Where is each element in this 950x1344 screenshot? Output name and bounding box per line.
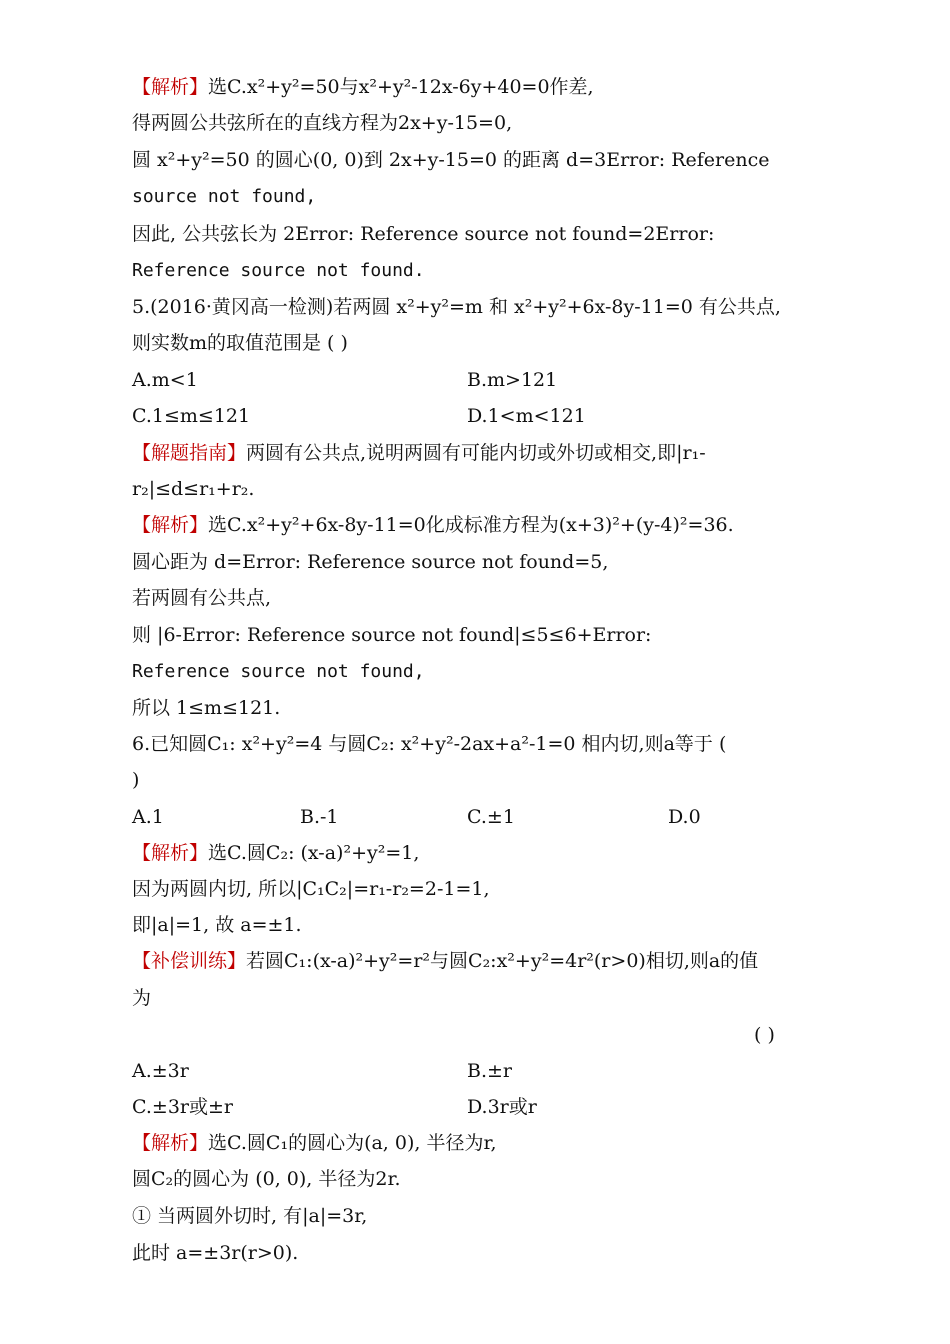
analysis-tag: 【解析】 (132, 76, 209, 98)
option-c: C.1≤m≤121 (132, 405, 251, 427)
supplement-line (132, 948, 832, 974)
option-a: A.1 (132, 806, 164, 828)
options-row (132, 403, 832, 429)
text-line: 则 |6-Error: Reference source not found|≤5≤6+Error: (132, 624, 652, 646)
text-line: 圆C₂的圆心为 (0, 0), 半径为2r. (132, 1168, 401, 1190)
analysis-tag: 【解析】 (132, 842, 209, 864)
option-c: C.±3r或±r (132, 1096, 233, 1118)
text-line: 因为两圆内切, 所以|C₁C₂|=r₁-r₂=2-1=1, (132, 878, 490, 900)
option-c: C.±1 (467, 806, 515, 828)
question-6: 6.已知圆C₁: x²+y²=4 与圆C₂: x²+y²-2ax+a²-1=0 相内切,则a等于 ( (132, 733, 727, 755)
question-6-cont: ) (132, 769, 140, 791)
option-d: D.0 (668, 806, 701, 828)
analysis-line (132, 840, 832, 866)
text-line: 圆 x²+y²=50 的圆心(0, 0)到 2x+y-15=0 的距离 d=3Error: Reference (132, 149, 770, 171)
option-b: B.±r (467, 1060, 513, 1082)
hint-line (132, 440, 832, 466)
text: 若圆C₁:(x-a)²+y²=r²与圆C₂:x²+y²=4r²(r>0)相切,则a的值 (246, 950, 759, 972)
option-a: A.m<1 (132, 369, 198, 391)
text-line: Reference source not found. (132, 260, 425, 281)
options-row (132, 367, 832, 393)
analysis-line (132, 1130, 832, 1156)
option-d: D.1<m<121 (467, 405, 586, 427)
text: 选C.x²+y²+6x-8y-11=0化成标准方程为(x+3)²+(y-4)²=36. (208, 514, 734, 536)
text: 选C.圆C₁的圆心为(a, 0), 半径为r, (208, 1132, 497, 1154)
options-row (132, 804, 832, 830)
text-line: 即|a|=1, 故 a=±1. (132, 914, 302, 936)
analysis-line (132, 512, 832, 538)
text-line: source not found, (132, 186, 317, 207)
question-5: 5.(2016·黄冈高一检测)若两圆 x²+y²=m 和 x²+y²+6x-8y-11=0 有公共点, (132, 296, 781, 318)
text-line: 得两圆公共弦所在的直线方程为2x+y-15=0, (132, 112, 513, 134)
option-b: B.m>121 (467, 369, 558, 391)
supplement-tag: 【补偿训练】 (132, 950, 247, 972)
text-line: Reference source not found, (132, 661, 425, 682)
text-line: 此时 a=±3r(r>0). (132, 1242, 299, 1264)
option-a: A.±3r (132, 1060, 189, 1082)
option-d: D.3r或r (467, 1096, 537, 1118)
option-b: B.-1 (300, 806, 339, 828)
text-line: 所以 1≤m≤121. (132, 697, 281, 719)
text-line: 为 (132, 987, 152, 1009)
answer-paren-line (132, 1022, 832, 1048)
text-line: ① 当两圆外切时, 有|a|=3r, (132, 1205, 368, 1227)
answer-paren: ( ) (754, 1024, 775, 1046)
text: 两圆有公共点,说明两圆有可能内切或外切或相交,即|r₁- (246, 442, 706, 464)
analysis-line (132, 74, 832, 100)
text-line: 因此, 公共弦长为 2Error: Reference source not found=2Error: (132, 223, 715, 245)
text-line: 若两圆有公共点, (132, 587, 272, 609)
options-row (132, 1094, 832, 1120)
text-line: r₂|≤d≤r₁+r₂. (132, 478, 255, 500)
analysis-tag: 【解析】 (132, 514, 209, 536)
hint-tag: 【解题指南】 (132, 442, 247, 464)
text: 选C.x²+y²=50与x²+y²-12x-6y+40=0作差, (208, 76, 594, 98)
question-5-cont: 则实数m的取值范围是 ( ) (132, 332, 348, 354)
text: 选C.圆C₂: (x-a)²+y²=1, (208, 842, 420, 864)
options-row (132, 1058, 832, 1084)
analysis-tag: 【解析】 (132, 1132, 209, 1154)
text-line: 圆心距为 d=Error: Reference source not found=5, (132, 551, 609, 573)
